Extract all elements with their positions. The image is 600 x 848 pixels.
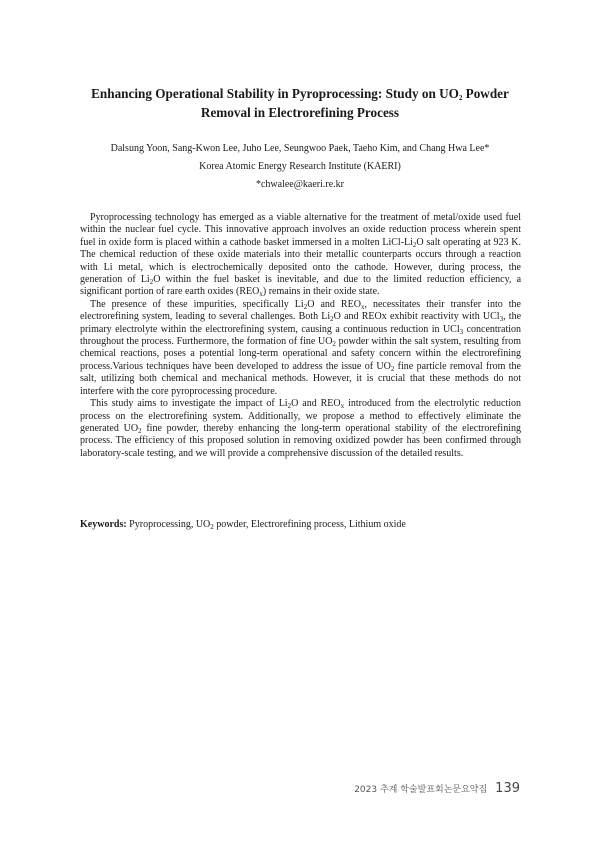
keywords-label: Keywords: (80, 519, 127, 530)
author-list: Dalsung Yoon, Sang-Kwon Lee, Juho Lee, Seungwoo Paek, Taeho Kim, and Chang Hwa Lee* (110, 143, 490, 154)
publication-name: 2023 추계 학술발표회논문요약집 (354, 785, 488, 795)
keywords-line: Keywords: Pyroprocessing, $UO_2$ powder, Electrorefining process, Lithium oxide (80, 519, 406, 531)
abstract-paragraph-2: The presence of these impurities, specifically $Li_2O$ and $REO_x$, necessitates their transfer into the electrorefining system, leading to several challenges. Both $Li_2O$ and REOx exhibit reactivity with UCl$_3$, the primary electrolyte within the electrorefining system, causing a continuous reduction in UCl$_3$ concentration throughout the process. Furthermore, the formation of fine $UO_2$ powder within the salt system, resulting from chemical reactions, poses a potential long-term operational and safety concern within the electrorefining process.Various techniques have been developed to address the issue of $UO_2$ fine particle removal from the salt, utilizing both chemical and mechanical methods. However, it is crucial that these methods do not interfere with the core pyroprocessing procedure. (80, 298, 522, 397)
page-footer (354, 781, 520, 796)
abstract-paragraph-3: This study aims to investigate the impact of $Li_2O$ and $REO_x$ introduced from the electrolytic reduction process on the electrorefining system. Additionally, we propose a method to effectively eliminate the generated $UO_2$ fine powder, thereby enhancing the long-term operational stability of the electrorefining process. The efficiency of this proposed solution in removing oxidized powder has been confirmed through laboratory-scale testing, and we will provide a comprehensive discussion of the detailed results. (80, 398, 521, 459)
affiliation: Korea Atomic Energy Research Institute (KAERI) (199, 161, 401, 172)
paper-title: Enhancing Operational Stability in Pyroprocessing: Study on $UO_2$ Powder Removal in Electrorefining Process (91, 86, 509, 120)
corresponding-email: *chwalee@kaeri.re.kr (255, 179, 345, 190)
author-block (40, 140, 560, 194)
page-number: 139 (495, 781, 520, 796)
abstract-body (80, 212, 521, 460)
abstract-paragraph-1: Pyroprocessing technology has emerged as a viable alternative for the treatment of metal/oxide used fuel within the nuclear fuel cycle. This innovative approach involves an oxide reduction process wherein spent fuel in oxide form is placed within a cathode basket immersed in a molten LiCl-$Li_2O$ salt operating at 923 K. The chemical reduction of these oxide materials into their metallic counterparts occurs through a reaction with Li metal, which is electrochemically deposited onto the cathode. However, during process, the generation of $Li_2O$ within the fuel basket is inevitable, and due to the limited reduction efficiency, a significant portion of rare earth oxides $(REO_x)$ remains in their oxide state. (80, 212, 522, 299)
